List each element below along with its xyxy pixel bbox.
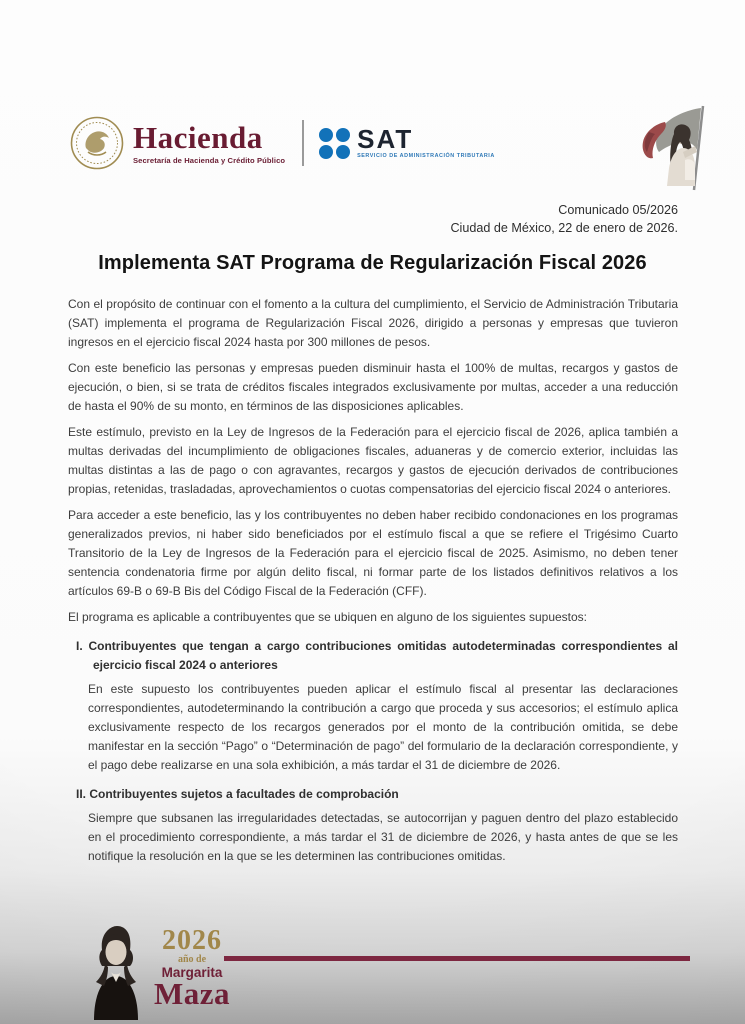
- document-body: [68, 295, 678, 873]
- paragraph-1: Con el propósito de continuar con el fomento a la cultura del cumplimiento, el Servicio de Administración Tributaria (SAT) implementa el programa de Regularización Fiscal 2026, dirigido a personas y empresas que tuvieron ingresos en el ejercicio fiscal 2024 hasta por 300 millones de pesos.: [68, 297, 678, 349]
- section-2-heading: [76, 785, 678, 804]
- sat-wordmark: SAT: [357, 124, 414, 154]
- margarita-maza-portrait: [84, 920, 148, 1020]
- footer-tagline: año de: [177, 954, 207, 965]
- section-2-heading-text: Contribuyentes sujetos a facultades de comprobación: [89, 787, 399, 801]
- paragraph-4: Para acceder a este beneficio, las y los contribuyentes no deben haber recibido condonaciones en los programas generalizados previos, ni haber sido beneficiados por el estímulo fiscal a que se refiere el Trigésimo Cuarto Transitorio de la Ley de Ingresos de la Federación para el ejercicio fiscal de 2025. Asimismo, no deben tener sentencia condenatoria firme por algún delito fiscal, ni formar parte de los listados definitivos relativos a los artículos 69-B o 69-B Bis del Código Fiscal de la Federación (CFF).: [68, 508, 678, 598]
- section-1-heading-text: Contribuyentes que tengan a cargo contribuciones omitidas autodeterminadas correspondientes al ejercicio fiscal 2024 o anteriores: [88, 639, 678, 672]
- section-1-heading: [76, 637, 678, 675]
- woman-with-flag-illustration: [637, 102, 721, 192]
- paragraph-2: Con este beneficio las personas y empresas pueden disminuir hasta el 100% de multas, recargos y gastos de ejecución, o bien, si se trata de créditos fiscales integrados exclusivamente por multas, acceder a una reducción de hasta el 90% de su monto, en términos de las disposiciones aplicables.: [68, 361, 678, 413]
- meta-block: [450, 201, 678, 237]
- footer-name-line2: Maza: [153, 976, 231, 1011]
- sat-logo-block: [319, 124, 495, 159]
- footer-campaign-block: [146, 925, 238, 1011]
- hacienda-wordmark-block: [133, 119, 286, 165]
- footer-rule: [224, 956, 690, 961]
- section-2-numeral: II.: [76, 787, 87, 801]
- section-1: [76, 637, 678, 775]
- logo-divider: [302, 120, 304, 166]
- paragraph-5: El programa es aplicable a contribuyentes que se ubiquen en alguno de los siguientes supuestos:: [68, 610, 588, 624]
- sat-subtitle: SERVICIO DE ADMINISTRACIÓN TRIBUTARIA: [357, 153, 495, 159]
- sat-circles-icon: [319, 128, 350, 159]
- hacienda-subtitle: Secretaría de Hacienda y Crédito Público: [133, 155, 286, 165]
- section-2: [76, 785, 678, 866]
- header-logos: [70, 116, 495, 170]
- section-1-body: En este supuesto los contribuyentes pueden aplicar el estímulo fiscal al presentar las declaraciones correspondientes, autodeterminando la contribución a cargo que proceda y sus accesorios; el estímulo aplica exclusivamente respecto de los recargos generados por el monto de la contribución omitida, se debe manifestar en la sección “Pago” o “Determinación de pago” del formulario de la declaración correspondiente, y el pago debe realizarse en una sola exhibición, a más tardar el 31 de diciembre de 2026.: [88, 682, 678, 772]
- section-2-body: Siempre que subsanen las irregularidades detectadas, se autocorrijan y paguen dentro del plazo establecido en el procedimiento correspondiente, a más tardar el 31 de diciembre de 2026, y hasta antes de que se les notifique la resolución en la que se les determinen las contribuciones omitidas.: [88, 811, 678, 863]
- hacienda-wordmark: Hacienda: [133, 119, 263, 155]
- sat-wordmark-block: [357, 124, 495, 159]
- section-1-numeral: I.: [76, 639, 83, 653]
- page-title: Implementa SAT Programa de Regularización Fiscal 2026: [98, 252, 647, 274]
- hacienda-eagle-seal-icon: [70, 116, 124, 170]
- dateline: Ciudad de México, 22 de enero de 2026.: [450, 221, 678, 235]
- footer-year: 2026: [162, 925, 222, 956]
- footer-name-line1: Margarita: [161, 965, 223, 980]
- comunicado-number: Comunicado 05/2026: [558, 203, 678, 217]
- paragraph-3: Este estímulo, previsto en la Ley de Ingresos de la Federación para el ejercicio fiscal de 2026, aplica también a multas derivadas del incumplimiento de obligaciones fiscales, aduaneras y de comercio exterior, incluidas las multas distintas a las de pago o con agravantes, recargos y gastos de ejecución derivados de contribuciones propias, retenidas, trasladadas, aprovechamientos o cuotas compensatorias del ejercicio fiscal 2024 o anteriores.: [68, 425, 678, 496]
